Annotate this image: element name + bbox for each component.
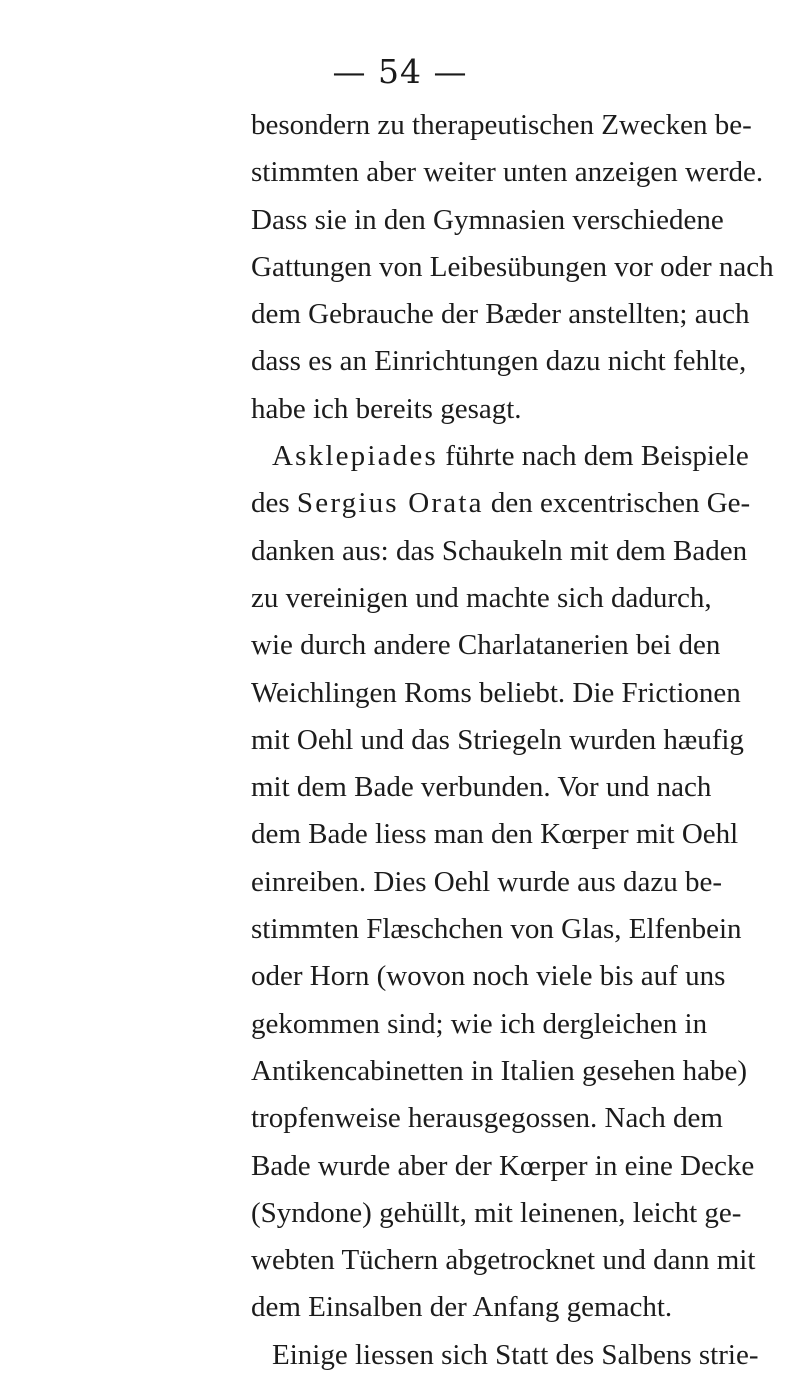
text-line: Dass sie in den Gymnasien verschiedene	[251, 203, 724, 236]
page-number: — 54 —	[332, 52, 468, 91]
text-line: dem Bade liess man den Kœrper mit Oehl	[251, 818, 739, 851]
text-line: mit dem Bade verbunden. Vor und nach	[251, 771, 712, 804]
text-line: danken aus: das Schaukeln mit dem Baden	[251, 534, 748, 567]
text-line: mit Oehl und das Striegeln wurden hæufig	[251, 723, 744, 756]
text-line: Bade wurde aber der Kœrper in eine Decke	[251, 1149, 755, 1182]
text-line-sergius	[251, 480, 751, 527]
body-text	[251, 102, 774, 1379]
text-line: dem Gebrauche der Bæder anstellten; auch	[251, 298, 750, 331]
text-line: Einige liessen sich Statt des Salbens strie-	[272, 1338, 759, 1371]
text-line: wie durch andere Charlatanerien bei den	[251, 629, 721, 662]
text-line: einreiben. Dies Oehl wurde aus dazu be-	[251, 865, 723, 898]
text-line: besondern zu therapeutischen Zwecken be-	[251, 109, 752, 141]
text-line: webten Tüchern abgetrocknet und dann mit	[251, 1244, 756, 1277]
text-line: gekommen sind; wie ich dergleichen in	[251, 1007, 708, 1040]
text-line: Gattungen von Leibesübungen vor oder nach	[251, 250, 774, 283]
person-name-asklepiades: Asklepiades	[272, 440, 438, 473]
line-text: führte nach dem Beispiele	[445, 440, 749, 473]
text-line: dem Einsalben der Anfang gemacht.	[251, 1291, 673, 1324]
text-line: stimmten Flæschchen von Glas, Elfenbein	[251, 913, 742, 946]
text-line: (Syndone) gehüllt, mit leinenen, leicht ge-	[251, 1196, 742, 1229]
text-line: dass es an Einrichtungen dazu nicht fehlte,	[251, 345, 747, 378]
text-line: Weichlingen Roms beliebt. Die Frictionen	[251, 676, 741, 709]
text-line: tropfenweise herausgegossen. Nach dem	[251, 1102, 723, 1135]
person-name-sergius-orata: Sergius Orata	[296, 487, 484, 520]
text-line: habe ich bereits gesagt.	[251, 392, 522, 425]
text-line: zu vereinigen und machte sich dadurch,	[251, 581, 712, 614]
line-text: den excentrischen Ge-	[490, 487, 751, 520]
text-line: stimmten aber weiter unten anzeigen werde.	[251, 156, 764, 189]
text-line-asklepiades	[251, 433, 749, 480]
text-line: Antikencabinetten in Italien gesehen habe)	[251, 1054, 748, 1087]
text-line: oder Horn (wovon noch viele bis auf uns	[251, 960, 726, 993]
line-text: des	[251, 487, 290, 520]
